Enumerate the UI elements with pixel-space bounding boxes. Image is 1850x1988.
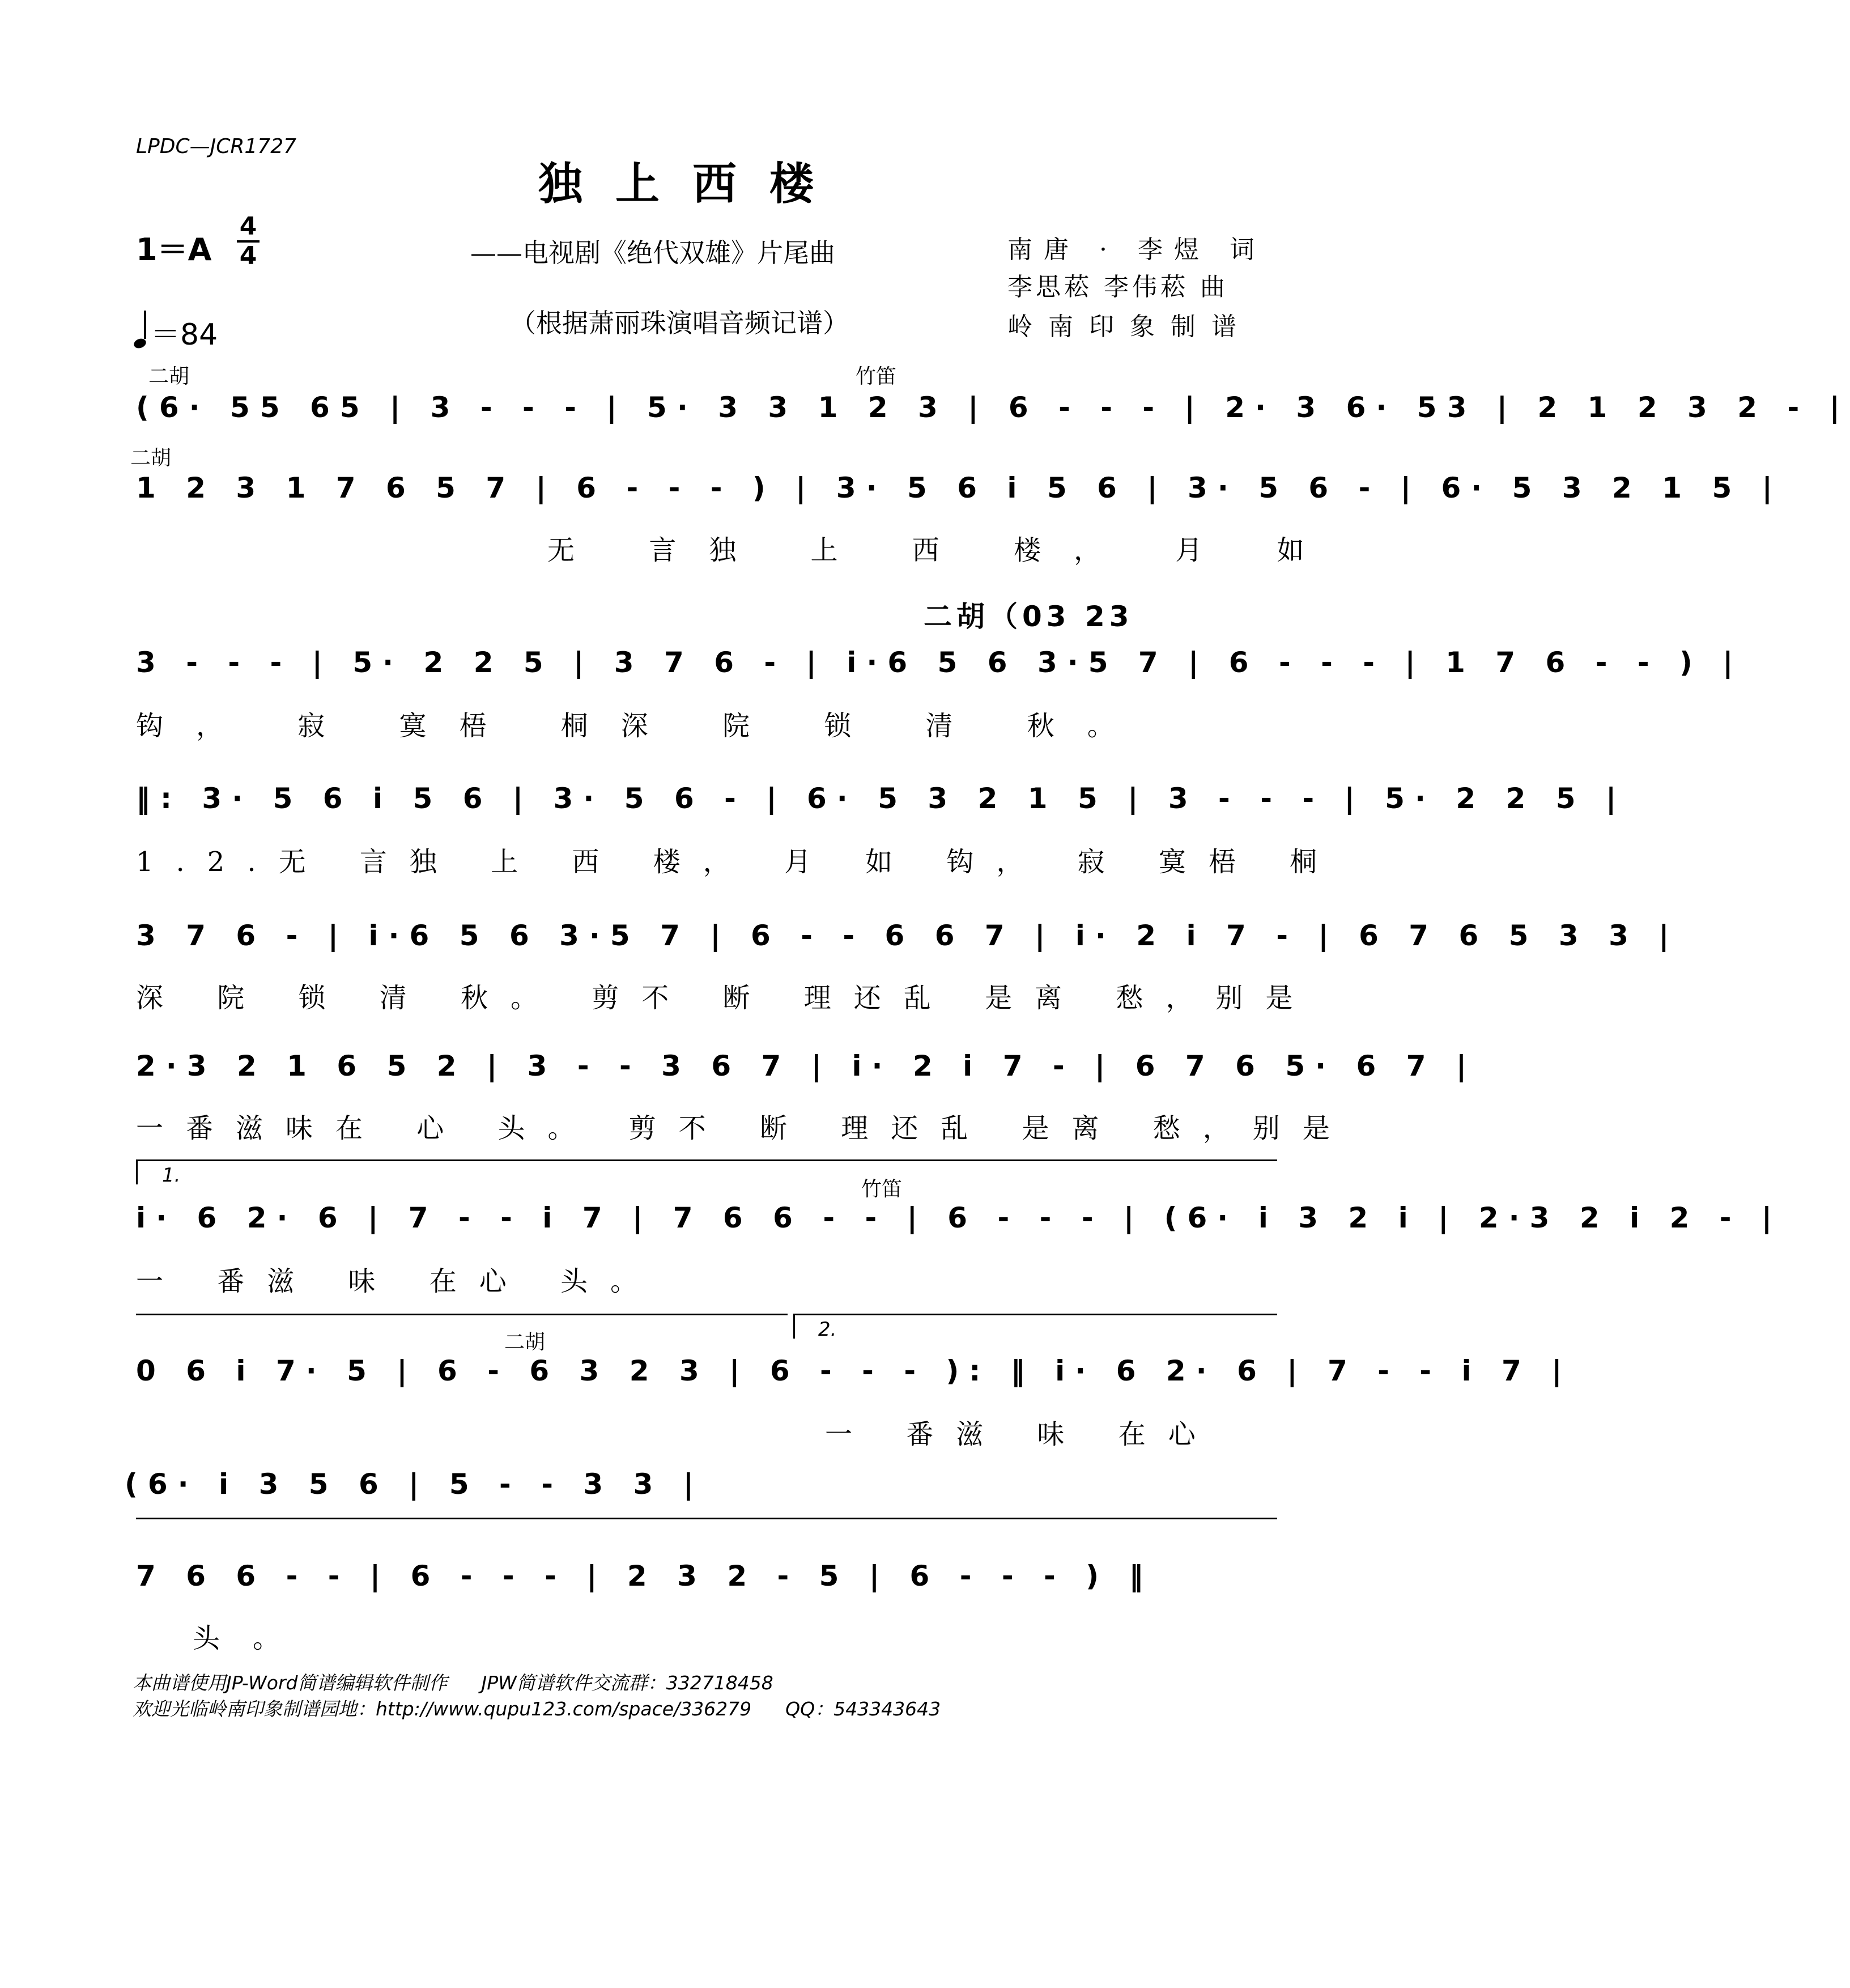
lyrics-system-5: 深 院 锁 清 秋。 剪不 断 理还乱 是离 愁，别是: [136, 982, 1316, 1014]
song-title: 独上西楼: [538, 158, 847, 210]
catalog-id: LPDC—JCR1727: [136, 135, 297, 158]
music-system-1: (6· 55 65 | 3 - - - | 5· 3 3 1 2 3 | 6 - - - | 2· 3 6· 53 | 2 1 2 3 2 - |: [136, 391, 1850, 424]
instrument-label-erhu: 二胡: [130, 447, 172, 470]
lyrics-system-2: 无 言独 上 西 楼， 月 如: [547, 534, 1337, 566]
tempo-value: ＝84: [151, 318, 218, 352]
lyrics-system-7: 一 番滋 味 在心 头。: [136, 1265, 661, 1297]
music-system-10: 7 6 6 - - | 6 - - - | 2 3 2 - 5 | 6 - - - ) ‖: [136, 1560, 1154, 1592]
lyrics-system-8: 一 番滋 味 在心: [825, 1418, 1218, 1450]
volta-bracket-2: [793, 1314, 1277, 1315]
instrument-label-erhu: 二胡: [148, 365, 190, 388]
music-system-8: 0 6 i 7· 5 | 6 - 6 3 2 3 | 6 - - - ): ‖ i· 6 2· 6 | 7 - - i 7 |: [136, 1354, 1572, 1387]
music-system-5: 3 7 6 - | i·6 5 6 3·5 7 | 6 - - 6 6 7 | i· 2 i 7 - | 6 7 6 5 3 3 |: [136, 919, 1679, 952]
time-signature: [237, 214, 260, 269]
music-system-7: i· 6 2· 6 | 7 - - i 7 | 7 6 6 - - | 6 - - - | (6· i 3 2 i | 2·3 2 i 2 - |: [136, 1201, 1783, 1234]
time-numerator: 4: [237, 214, 260, 243]
footer-group-note: JPW简谱软件交流群：332718458: [481, 1672, 773, 1694]
tempo-marking: [134, 311, 218, 353]
ending-2-label: 2.: [818, 1318, 837, 1341]
subtitle: ——电视剧《绝代双雄》片尾曲: [470, 237, 835, 268]
lyricist-credit: 南唐 · 李煜 词: [1007, 235, 1266, 264]
footer-line-1: [133, 1668, 773, 1695]
composer-credit: 李思菘 李伟菘 曲: [1007, 273, 1228, 301]
footer-qq: QQ：543343643: [785, 1698, 941, 1720]
lyrics-system-4: 1.2.无 言独 上 西 楼， 月 如 钩， 寂 寞梧 桐: [136, 846, 1340, 878]
lyrics-system-10: 头。: [193, 1622, 313, 1654]
ending-1-label: 1.: [162, 1164, 181, 1187]
music-system-9: (6· i 3 5 6 | 5 - - 3 3 |: [125, 1468, 704, 1501]
source-note: （根据萧丽珠演唱音频记谱）: [510, 308, 849, 338]
transcriber-credit: 岭南印象制谱: [1007, 312, 1252, 341]
footer-website-link[interactable]: 欢迎光临岭南印象制谱园地：http://www.qupu123.com/space/336279: [133, 1698, 752, 1720]
footer-line-2: [133, 1694, 941, 1721]
instrument-label-erhu: 二胡: [504, 1331, 546, 1354]
volta-bracket-1: [136, 1159, 1277, 1161]
music-system-4: ‖: 3· 5 6 i 5 6 | 3· 5 6 - | 6· 5 3 2 1 5 | 3 - - - | 5· 2 2 5 |: [136, 782, 1627, 815]
erhu-cue: 二胡（03 23: [924, 600, 1134, 633]
footer-software-note: 本曲谱使用JP-Word简谱编辑软件制作: [133, 1672, 448, 1694]
key-signature: 1＝A: [136, 232, 212, 267]
lyrics-system-3: 钩， 寂 寞梧 桐深 院 锁 清 秋。: [136, 710, 1147, 742]
instrument-label-dizi: 竹笛: [856, 365, 897, 388]
quarter-note-icon: [133, 337, 147, 350]
time-denominator: 4: [239, 241, 257, 270]
music-system-6: 2·3 2 1 6 5 2 | 3 - - 3 6 7 | i· 2 i 7 - | 6 7 6 5· 6 7 |: [136, 1050, 1477, 1082]
music-system-2: 1 2 3 1 7 6 5 7 | 6 - - - ) | 3· 5 6 i 5 6 | 3· 5 6 - | 6· 5 3 2 1 5 |: [136, 471, 1783, 504]
lyrics-system-6: 一番滋味在 心 头。 剪不 断 理还乱 是离 愁，别是: [136, 1112, 1353, 1144]
music-system-3: 3 - - - | 5· 2 2 5 | 3 7 6 - | i·6 5 6 3·5 7 | 6 - - - | 1 7 6 - - ) |: [136, 646, 1743, 679]
instrument-label-dizi: 竹笛: [861, 1178, 903, 1201]
